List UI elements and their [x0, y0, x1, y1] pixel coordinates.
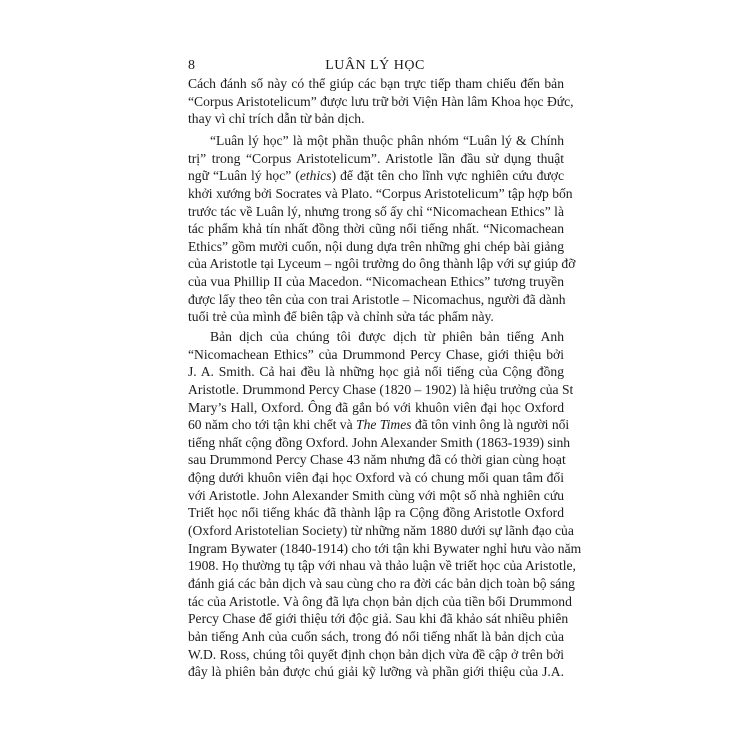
text-segment: Ethics” gồm mười cuốn, nội dung dựa trên những ghi chép bài giảng — [188, 238, 564, 254]
text-line — [188, 451, 564, 469]
text-segment: của vua Phillip II của Macedon. “Nicomachean Ethics” tương truyền — [188, 274, 564, 290]
text-line — [188, 346, 564, 364]
text-line — [188, 328, 564, 346]
text-segment: trước tác về Luân lý, nhưng trong số ấy chỉ “Nicomachean Ethics” là — [188, 203, 564, 219]
text-line — [188, 381, 574, 399]
text-line — [188, 646, 564, 664]
text-segment: W.D. Ross, chúng tôi quyết định chọn bản dịch vừa đề cập ở trên bởi — [188, 646, 564, 662]
text-line — [188, 628, 564, 646]
paragraph-2 — [188, 132, 576, 326]
text-line — [188, 504, 564, 522]
text-segment: với Aristotle. John Alexander Smith cùng với một số nhà nghiên cứu — [188, 487, 564, 503]
text-line — [188, 75, 564, 93]
text-line — [188, 363, 564, 381]
text-line — [188, 185, 573, 203]
text-segment: tác của Aristotle. Và ông đã lựa chọn bản dịch của tiền bối Drummond — [188, 593, 572, 609]
text-segment: Ingram Bywater (1840-1914) cho tới tận khi Bywater nghỉ hưu vào năm — [188, 540, 582, 556]
text-segment: đánh giá các bản dịch và sau cùng cho ra đời các bản dịch toàn bộ sáng — [188, 575, 575, 591]
text-line — [188, 110, 564, 128]
text-segment: “Luân lý học” là một phần thuộc phân nhóm “Luân lý & Chính — [210, 133, 564, 148]
text-line — [188, 93, 574, 111]
text-segment: “Corpus Aristotelicum” được lưu trữ bởi Viện Hàn lâm Khoa học Đức, — [188, 93, 574, 109]
text-line — [188, 399, 564, 417]
text-segment: tác phẩm khả tín nhất đồng thời cũng nổi tiếng nhất. “Nicomachean — [188, 221, 564, 237]
text-line — [188, 610, 569, 628]
text-line — [188, 487, 564, 505]
text-line — [188, 557, 576, 575]
italic-text: The Times — [356, 417, 412, 433]
text-line — [188, 291, 564, 309]
text-segment: đây là phiên bản được chú giải kỹ lưỡng và phần giới thiệu của J.A. — [188, 664, 564, 680]
text-segment: Aristotle. Drummond Percy Chase (1820 – 1902) là hiệu trưởng của St — [188, 381, 574, 397]
text-segment: trị” trong “Corpus Aristotelicum”. Aristotle lần đầu sử dụng thuật — [188, 150, 564, 166]
text-segment: tuổi trẻ của mình để biên tập và chỉnh sửa tác phẩm này. — [188, 309, 494, 325]
text-segment: Mary’s Hall, Oxford. Ông đã gắn bó với khuôn viên đại học Oxford — [188, 399, 564, 415]
text-line — [188, 167, 564, 185]
text-segment: đã tôn vinh ông là người nổi — [411, 417, 570, 433]
text-line — [188, 150, 564, 168]
text-segment: ngữ “Luân lý học” ( — [188, 168, 300, 184]
text-line — [188, 220, 564, 238]
text-segment: (Oxford Aristotelian Society) từ những năm 1880 dưới sự lãnh đạo của — [188, 523, 574, 539]
text-segment: Triết học nổi tiếng khác đã thành lập ra Cộng đồng Aristotle Oxford — [188, 505, 564, 521]
text-segment: 1908. Họ thường tụ tập với nhau và thảo luận về triết học của Aristotle, — [188, 558, 576, 574]
text-line — [188, 663, 564, 681]
text-line — [188, 255, 576, 273]
text-line — [188, 540, 582, 558]
text-segment: của Aristotle tại Lyceum – ngôi trường do ông thành lập với sự giúp đỡ — [188, 256, 576, 272]
text-segment: J. A. Smith. Cả hai đều là những học giả nổi tiếng của Cộng đồng — [188, 364, 564, 380]
text-line — [188, 575, 575, 593]
text-segment: Bản dịch của chúng tôi được dịch từ phiên bản tiếng Anh — [210, 329, 564, 344]
text-line — [188, 273, 564, 291]
text-line — [188, 469, 564, 487]
text-segment: bản tiếng Anh của cuốn sách, trong đó nổi tiếng nhất là bản dịch của — [188, 628, 564, 644]
text-segment: Percy Chase để giới thiệu tới độc giả. Sau khi đã khảo sát nhiều phiên — [188, 611, 569, 627]
text-segment: được lấy theo tên của con trai Aristotle – Nicomachus, người đã dành — [188, 291, 566, 307]
text-segment: “Nicomachean Ethics” của Drummond Percy Chase, giới thiệu bởi — [188, 346, 564, 362]
text-line — [188, 416, 570, 434]
running-title: LUÂN LÝ HỌC — [325, 58, 425, 73]
italic-text: ethics — [299, 168, 332, 184]
text-segment: ) để đặt tên cho lĩnh vực nghiên cứu được — [331, 168, 565, 184]
text-line — [188, 434, 571, 452]
text-line — [188, 593, 572, 611]
text-segment: tiếng nhất cộng đồng Oxford. John Alexander Smith (1863-1939) sinh — [188, 434, 571, 450]
text-line — [188, 238, 564, 256]
text-segment: thay vì chỉ trích dẫn từ bản dịch. — [188, 111, 365, 127]
paragraph-3 — [188, 328, 582, 681]
text-segment: động dưới khuôn viên đại học Oxford và có chung mối quan tâm đối — [188, 470, 564, 486]
text-line — [188, 132, 564, 150]
text-segment: sau Drummond Percy Chase 43 năm nhưng đã có thời gian cùng hoạt — [188, 452, 566, 468]
text-segment: Cách đánh số này có thể giúp các bạn trực tiếp tham chiếu đến bản — [188, 76, 564, 91]
paragraph-1 — [188, 75, 574, 128]
text-segment: khởi xướng bởi Socrates và Plato. “Corpus Aristotelicum” tập hợp bốn — [188, 185, 573, 201]
text-segment: 60 năm cho tới tận khi chết và — [188, 417, 357, 433]
page-number: 8 — [188, 58, 195, 73]
text-line — [188, 203, 564, 221]
text-line — [188, 522, 574, 540]
text-line — [188, 308, 564, 326]
